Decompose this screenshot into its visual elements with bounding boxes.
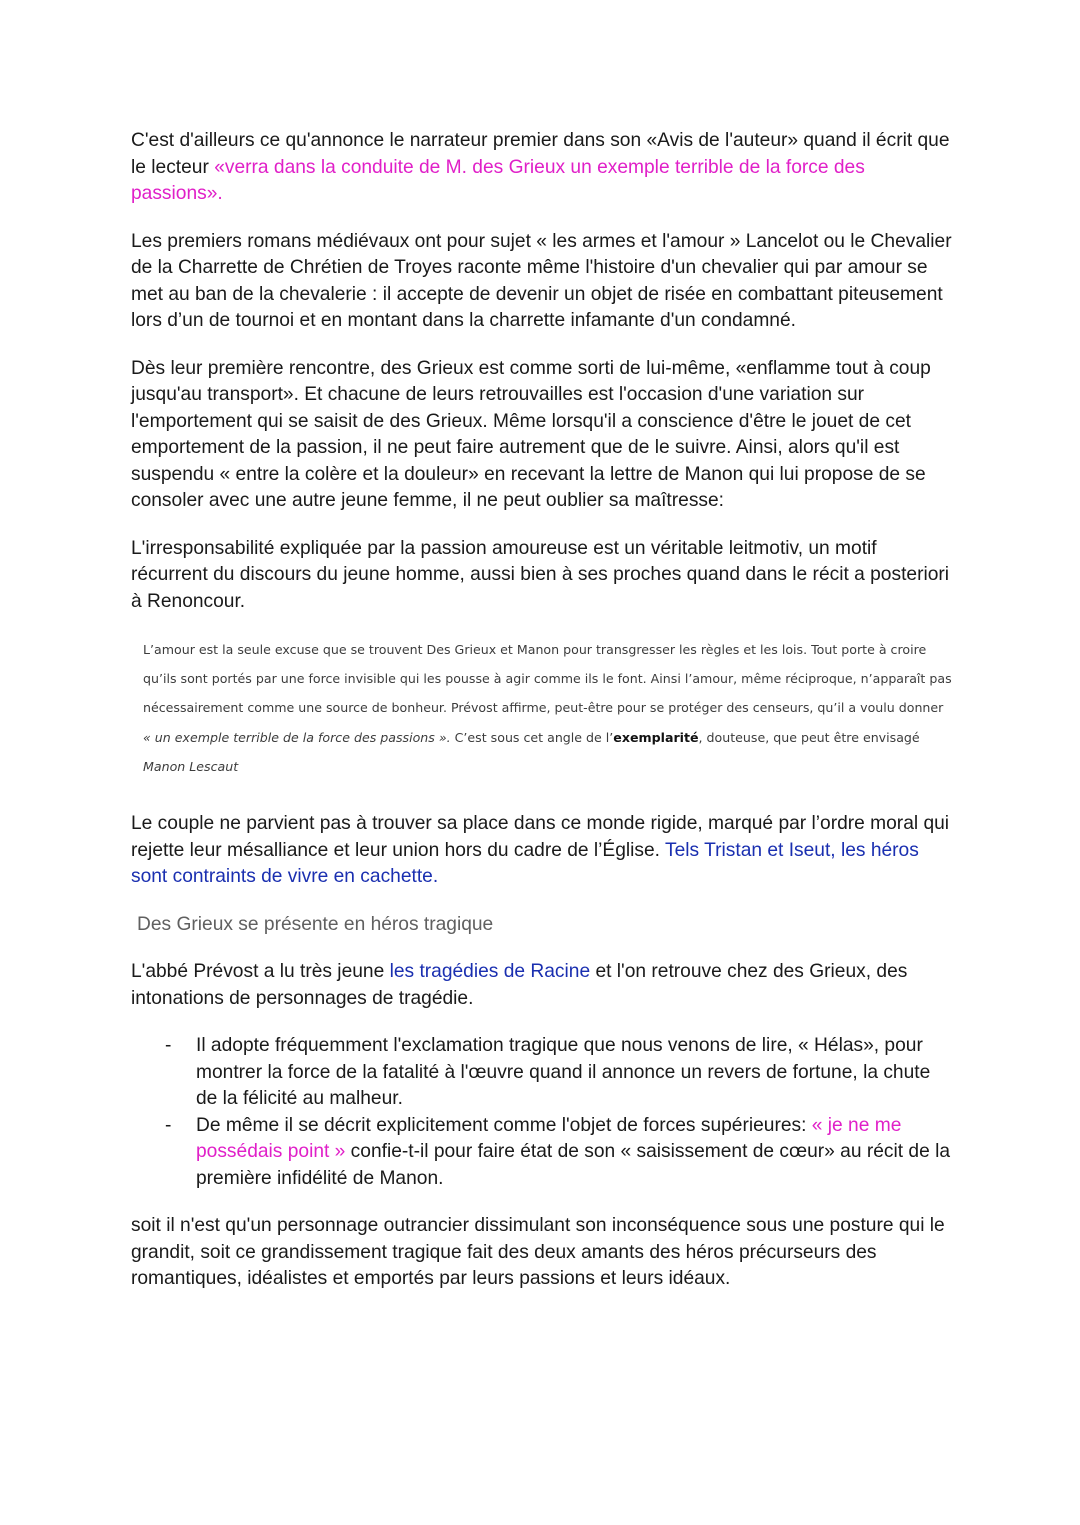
list-item-text: De même il se décrit explicitement comme l'objet de forces supérieures:	[196, 1114, 812, 1136]
excerpt-bold-word: exemplarité	[613, 729, 699, 745]
list-item-text: Il adopte fréquemment l'exclamation tragique que nous venons de lire, « Hélas», pour montrer la force de la fatalité à l'œuvre quand il annonce un revers de fortune, la chute de la félicité au malheur.	[196, 1035, 931, 1110]
section-subheading: Des Grieux se présente en héros tragique	[137, 913, 494, 935]
excerpt-italic-title: Manon Lescaut	[143, 758, 239, 774]
link-tragedies-racine[interactable]: les tragédies de Racine	[389, 961, 591, 983]
paragraph-text: et l'on retrouve chez des Grieux, des intonations de personnages de tragédie.	[131, 961, 908, 1009]
dash-bullet: -	[165, 1114, 172, 1136]
excerpt-text: , douteuse, que peut être envisagé	[698, 729, 920, 745]
paragraph-text: Le couple ne parvient pas à trouver sa place dans ce monde rigide, marqué par l’ordre moral qui rejette leur mésalliance et leur union hors du cadre de l’Église.	[131, 813, 950, 861]
document-page	[131, 128, 956, 1293]
highlighted-quote: « je ne me possédais point »	[196, 1114, 902, 1163]
dash-bullet: -	[165, 1035, 172, 1057]
list-item	[131, 1033, 956, 1113]
list-item	[131, 1113, 956, 1193]
paragraph-conclusion: soit il n'est qu'un personnage outrancier dissimulant son inconséquence sous une posture qui le grandit, soit ce grandissement tragique fait des deux amants des héros précurseurs des romantiques, idéalistes et emportés par leurs passions et leurs idéaux.	[131, 1215, 945, 1290]
paragraph-premiere-rencontre: Dès leur première rencontre, des Grieux est comme sorti de lui-même, «enflamme tout à coup jusqu'au transport». Et chacune de leurs retrouvailles est l'occasion d'une variation sur l'emportement qui se saisit de des Grieux. Même lorsqu'il a conscience d'être le jouet de cet emportement de la passion, il ne peut faire autrement que de le suivre. Ainsi, alors qu'il est suspendu « entre la colère et la douleur» en recevant la lettre de Manon qui lui propose de se consoler avec une autre jeune femme, il ne peut oublier sa maîtresse:	[131, 357, 931, 511]
quoted-excerpt	[143, 635, 955, 781]
link-tristan-iseut[interactable]: Tels Tristan et Iseut, les héros sont contraints de vivre en cachette.	[131, 839, 919, 888]
excerpt-text: L’amour est la seule excuse que se trouvent Des Grieux et Manon pour transgresser les règles et les lois. Tout porte à croire qu’ils sont portés par une force invisible qui les pousse à agir comme ils le font. Ainsi l’amour, même réciproque, n’apparaît pas nécessairement comme une source de bonheur. Prévost affirme, peut-être pour se protéger des censeurs, qu’il a voulu donner	[143, 642, 952, 716]
paragraph-romans-medievaux: Les premiers romans médiévaux ont pour sujet « les armes et l'amour » Lancelot ou le Chevalier de la Charrette de Chrétien de Troyes raconte même l'histoire d'un chevalier qui par amour se met au ban de la chevalerie : il accepte de devenir un objet de risée en combattant piteusement lors d’un de tournoi et en montant dans la charrette infamante d'un condamné.	[131, 230, 952, 331]
paragraph-text: L'abbé Prévost a lu très jeune	[131, 961, 390, 983]
excerpt-italic-quote: « un exemple terrible de la force des passions ».	[143, 729, 451, 745]
paragraph-text: C'est d'ailleurs ce qu'annonce le narrateur premier dans son «Avis de l'auteur» quand il écrit que le lecteur	[131, 130, 950, 178]
paragraph-irresponsabilite: L'irresponsabilité expliquée par la passion amoureuse est un véritable leitmotiv, un motif récurrent du discours du jeune homme, aussi bien à ses proches quand dans le récit a posteriori à Renoncour.	[131, 537, 950, 612]
excerpt-text: C’est sous cet angle de l’	[450, 729, 614, 745]
list-item-text: confie-t-il pour faire état de son « saisissement de cœur» au récit de la première infidélité de Manon.	[196, 1141, 951, 1189]
paragraph-racine	[131, 959, 956, 1012]
paragraph-couple	[131, 811, 956, 891]
paragraph-avis-auteur	[131, 128, 956, 208]
highlighted-quote: «verra dans la conduite de M. des Grieux un exemple terrible de la force des passions».	[131, 156, 865, 204]
dash-list	[131, 1033, 956, 1192]
